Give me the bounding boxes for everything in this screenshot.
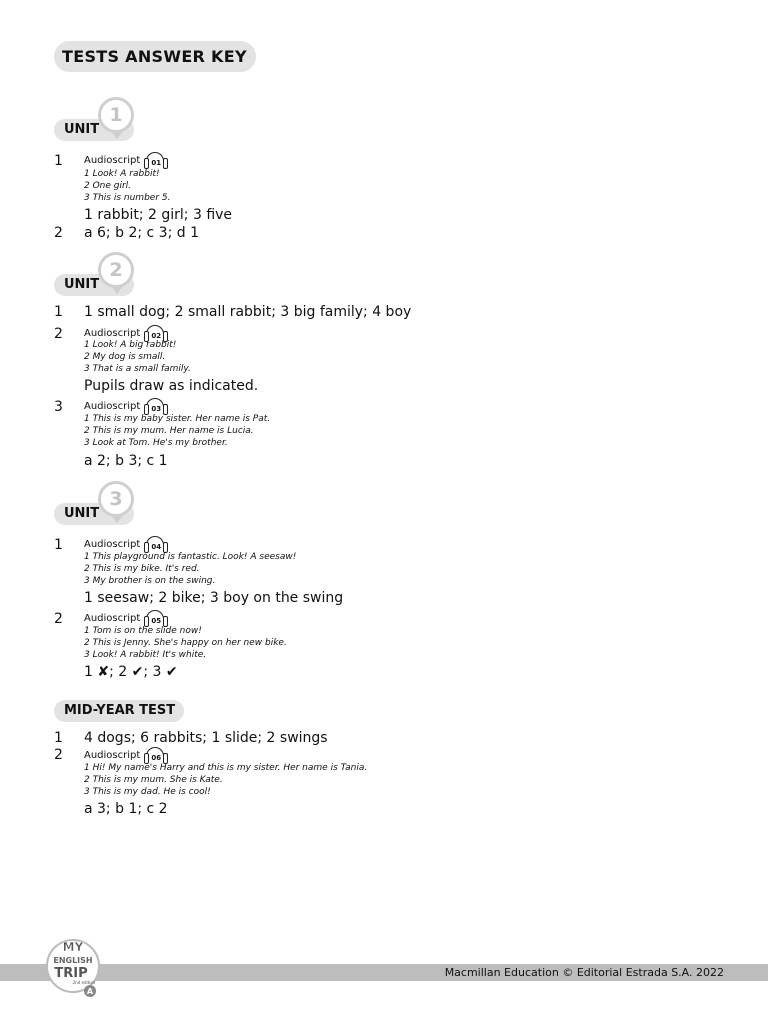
audioscript-label: Audioscript — [84, 155, 141, 166]
audioscript-label: Audioscript — [84, 539, 141, 550]
mid-year-item-2-answer: a 3; b 1; c 2 — [84, 801, 168, 817]
unit-3-item-1-number: 1 — [54, 537, 63, 553]
script-line: 2 This is Jenny. She's happy on her new bike. — [84, 638, 287, 648]
unit-3-item-2-answer: 1 ✘; 2 ✔; 3 ✔ — [84, 664, 178, 680]
script-line: 2 My dog is small. — [84, 352, 166, 362]
footer-copyright: Macmillan Education © Editorial Estrada S.A. 2022 — [444, 966, 724, 979]
audioscript-label: Audioscript — [84, 401, 141, 412]
track-number: 03 — [151, 405, 162, 413]
track-number: 06 — [151, 754, 162, 762]
unit-3-item-2-audioscript — [84, 610, 168, 627]
script-line: 3 This is my dad. He is cool! — [84, 787, 211, 797]
script-line: 2 This is my mum. She is Kate. — [84, 775, 223, 785]
track-number: 05 — [151, 617, 162, 625]
mid-year-item-1-answer: 4 dogs; 6 rabbits; 1 slide; 2 swings — [84, 730, 328, 746]
unit-3-item-2-number: 2 — [54, 611, 63, 627]
headphones-icon — [144, 152, 168, 169]
unit-2-item-3-number: 3 — [54, 399, 63, 415]
script-line: 3 My brother is on the swing. — [84, 576, 216, 586]
unit-2-item-2-answer: Pupils draw as indicated. — [84, 378, 259, 394]
script-line: 1 Look! A rabbit! — [84, 169, 160, 179]
mid-year-item-2-audioscript — [84, 747, 168, 764]
script-line: 3 That is a small family. — [84, 364, 191, 374]
script-line: 3 Look! A rabbit! It's white. — [84, 650, 207, 660]
track-number: 02 — [151, 332, 162, 340]
unit-2-item-2-number: 2 — [54, 326, 63, 342]
logo-level: A — [86, 987, 94, 996]
script-line: 1 Look! A big rabbit! — [84, 340, 177, 350]
unit-3-item-1-audioscript — [84, 536, 168, 553]
headphones-icon — [144, 747, 168, 764]
script-line: 1 Hi! My name's Harry and this is my sister. Her name is Tania. — [84, 763, 368, 773]
headphones-icon — [144, 398, 168, 415]
unit-1-item-1-number: 1 — [54, 153, 63, 169]
unit-3-number-badge: 3 — [98, 481, 134, 517]
unit-3-item-1-answer: 1 seesaw; 2 bike; 3 boy on the swing — [84, 590, 344, 606]
logo-line-2: ENGLISH — [53, 956, 93, 965]
logo-line-3: TRIP — [54, 966, 88, 981]
unit-2-item-3-audioscript — [84, 398, 168, 415]
script-line: 3 This is number 5. — [84, 193, 171, 203]
audioscript-label: Audioscript — [84, 613, 141, 624]
mid-year-item-2-number: 2 — [54, 747, 63, 763]
unit-1-item-2-number: 2 — [54, 225, 63, 241]
unit-2-item-1-number: 1 — [54, 304, 63, 320]
script-line: 1 This playground is fantastic. Look! A seesaw! — [84, 552, 297, 562]
script-line: 2 This is my bike. It's red. — [84, 564, 200, 574]
mid-year-test-pill: MID-YEAR TEST — [54, 700, 184, 722]
track-number: 01 — [151, 159, 162, 167]
script-line: 2 One girl. — [84, 181, 132, 191]
script-line: 3 Look at Tom. He's my brother. — [84, 438, 228, 448]
audioscript-label: Audioscript — [84, 328, 141, 339]
headphones-icon — [144, 536, 168, 553]
audioscript-label: Audioscript — [84, 750, 141, 761]
unit-1-item-2-answer: a 6; b 2; c 3; d 1 — [84, 225, 199, 241]
unit-1-item-1-answer: 1 rabbit; 2 girl; 3 five — [84, 207, 233, 223]
mid-year-item-1-number: 1 — [54, 730, 63, 746]
unit-3-pill: UNIT — [54, 503, 134, 525]
unit-1-pill: UNIT — [54, 119, 134, 141]
headphones-icon — [144, 610, 168, 627]
unit-2-item-1-answer: 1 small dog; 2 small rabbit; 3 big family; 4 boy — [84, 304, 412, 320]
unit-1-item-1-audioscript — [84, 152, 168, 169]
script-line: 1 Tom is on the slide now! — [84, 626, 202, 636]
page-title: TESTS ANSWER KEY — [54, 41, 256, 72]
unit-2-number-badge: 2 — [98, 252, 134, 288]
track-number: 04 — [151, 543, 162, 551]
unit-1-number-badge: 1 — [98, 97, 134, 133]
logo-line-1: MY — [62, 940, 84, 954]
my-english-trip-logo — [44, 936, 102, 998]
unit-2-pill: UNIT — [54, 274, 134, 296]
logo-edition: 2nd edition — [72, 980, 96, 985]
script-line: 2 This is my mum. Her name is Lucia. — [84, 426, 254, 436]
script-line: 1 This is my baby sister. Her name is Pat. — [84, 414, 271, 424]
unit-2-item-3-answer: a 2; b 3; c 1 — [84, 453, 168, 469]
